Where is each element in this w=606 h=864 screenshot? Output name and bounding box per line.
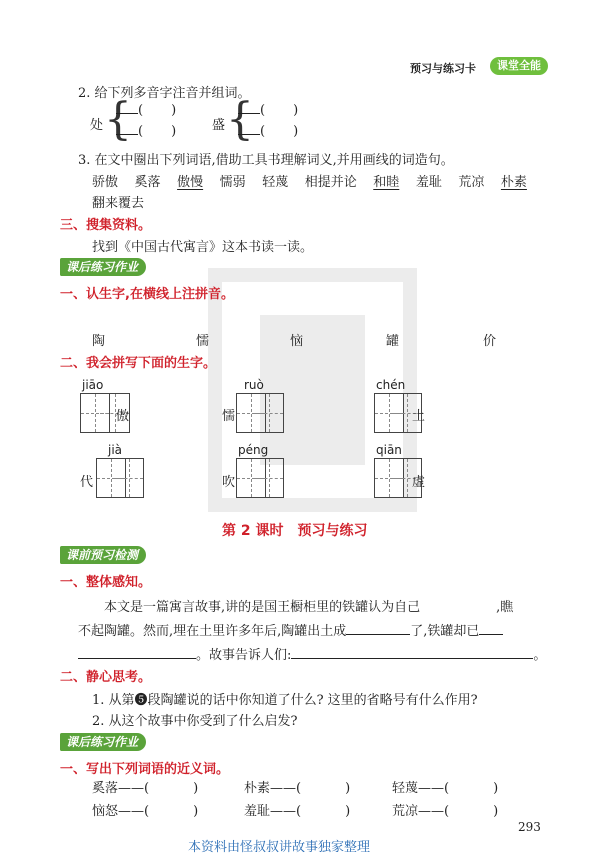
word-item: 懦弱 [219,175,246,190]
hw1-char: 恼 [290,334,304,349]
pinyin-label: jiāo [82,378,104,392]
word-item: 荒凉 [458,175,485,190]
polyphone-2-row-2: ( ) [238,124,298,139]
hw1-char: 陶 [92,334,106,349]
word-list [92,171,527,190]
hw1-char: 价 [483,334,497,349]
question-2: 2. 给下列多音字注音并组词。 [78,86,251,101]
pre2-question-2: 2. 从这个故事中你受到了什么启发? [92,714,298,729]
header-label: 预习与练习卡 [410,62,476,75]
polyphone-1-row-1: ( ) [116,103,176,118]
hw1-title: 一、认生字,在横线上注拼音。 [60,287,234,302]
pinyin-label: péng [238,443,269,457]
polyphone-char-1: 处 [90,118,104,133]
polyphone-2-row-1: ( ) [238,103,298,118]
pinyin-label: chén [376,378,406,392]
brace-1: { [104,94,132,145]
writing-box[interactable] [254,458,284,498]
pinyin-label: ruò [244,378,264,392]
preview-banner: 课前预习检测 [60,546,146,564]
synonym-item: 荒凉——( ) [392,804,499,819]
hw2-title: 二、我会拼写下面的生字。 [60,356,217,371]
given-char: 傲 [116,409,130,424]
given-char: 懦 [222,409,236,424]
pinyin-label: jià [108,443,123,457]
section-3-text: 找到《中国古代寓言》这本书读一读。 [92,240,314,255]
given-char: 吹 [222,475,236,490]
word-item-underlined: 和睦 [373,175,400,190]
word-item: 翻来覆去 [92,196,145,211]
given-char: 虚 [412,475,426,490]
hw1-char: 罐 [386,334,400,349]
word-item: 骄傲 [92,175,119,190]
homework-banner: 课后练习作业 [60,258,146,276]
synonym-item: 恼怒——( ) [92,804,199,819]
section-3-title: 三、搜集资料。 [60,218,152,233]
word-item-underlined: 傲慢 [177,175,204,190]
header-badge: 课堂全能 [490,57,548,75]
synonym-item: 朴素——( ) [244,781,351,796]
homework-banner-2: 课后练习作业 [60,733,146,751]
writing-box[interactable] [114,458,144,498]
pinyin-label: qiān [376,443,402,457]
word-item-underlined: 朴素 [500,175,527,190]
pre1-title: 一、整体感知。 [60,575,152,590]
page-number: 293 [518,820,541,834]
synonym-item: 奚落——( ) [92,781,199,796]
given-char: 代 [80,475,94,490]
pre1-para-line-2: 不起陶罐。然而,埋在土里许多年后,陶罐出土成 了,铁罐却已 [78,620,503,639]
question-3: 3. 在文中圈出下列词语,借助工具书理解词义,并用画线的词造句。 [78,153,454,168]
pre2-question-1: 1. 从第❺段陶罐说的话中你知道了什么? 这里的省略号有什么作用? [92,693,478,708]
footer-note: 本资料由怪叔叔讲故事独家整理 [188,840,371,855]
writing-box[interactable] [254,393,284,433]
pre1-para-line-1: 本文是一篇寓言故事,讲的是国王橱柜里的铁罐认为自己 ,瞧 [104,600,514,615]
word-item: 相提并论 [304,175,357,190]
pre1-para-line-3: 。故事告诉人们: 。 [78,644,546,663]
brace-2: { [226,94,254,145]
synonym-title: 一、写出下列词语的近义词。 [60,762,230,777]
word-item: 奚落 [134,175,161,190]
word-item: 羞耻 [415,175,442,190]
pre2-title: 二、静心思考。 [60,670,152,685]
synonym-item: 羞耻——( ) [244,804,351,819]
polyphone-1-row-2: ( ) [116,124,176,139]
synonym-item: 轻蔑——( ) [392,781,499,796]
polyphone-char-2: 盛 [212,118,226,133]
hw1-char: 懦 [196,334,210,349]
lesson-title: 第 2 课时 预习与练习 [222,523,368,539]
word-item: 轻蔑 [262,175,289,190]
given-char: 土 [412,409,426,424]
